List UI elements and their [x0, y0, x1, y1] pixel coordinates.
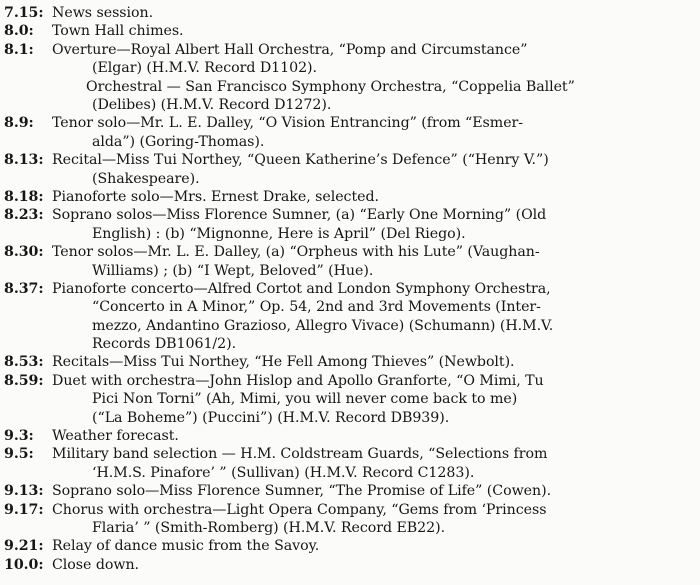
programme-line: Orchestral — San Francisco Symphony Orchestra, “Coppelia Ballet” [86, 78, 575, 95]
programme-line: Overture—Royal Albert Hall Orchestra, “Pomp and Circumstance” [52, 41, 528, 58]
programme-text [52, 482, 696, 500]
programme-entry [4, 188, 696, 206]
programme-entry [4, 372, 696, 427]
programme-time-value: 9.3 [4, 428, 29, 445]
programme-entry [4, 537, 696, 555]
programme-time: 8.18: [4, 188, 44, 205]
programme-line: Pianoforte concerto—Alfred Cortot and London Symphony Orchestra, [52, 280, 551, 297]
programme-time: 9.21: [4, 538, 44, 555]
programme-time: 8.30: [4, 244, 44, 261]
programme-line: Soprano solos—Miss Florence Sumner, (a) “Early One Morning” (Old [52, 207, 547, 224]
programme-text [52, 22, 696, 40]
programme-entry [4, 151, 696, 188]
programme-time: 8.0: [4, 23, 34, 40]
programme-text [52, 114, 696, 151]
programme-entry [4, 41, 696, 78]
programme-time: 9.3: [4, 428, 34, 445]
programme-entry [4, 114, 696, 151]
programme-line: (“La Boheme”) (Puccini”) (H.M.V. Record DB939). [92, 409, 450, 426]
programme-time-value: 8.18 [4, 188, 39, 205]
programme-line: Pici Non Torni” (Ah, Mimi, you will never come back to me) [92, 391, 518, 408]
programme-text [52, 556, 696, 574]
programme-entry [4, 353, 696, 371]
programme-line: ‘H.M.S. Pinafore’ ” (Sullivan) (H.M.V. Record C1283). [92, 464, 475, 481]
programme-text [52, 4, 696, 22]
programme-line: News session. [52, 5, 154, 21]
programme-time: 8.37: [4, 280, 44, 297]
programme-line: Recital—Miss Tui Northey, “Queen Katherine’s Defence” (“Henry V.”) [52, 152, 549, 169]
programme-line: English) : (b) “Mignonne, Here is April” (Del Riego). [92, 225, 466, 242]
programme-line: (Elgar) (H.M.V. Record D1102). [92, 60, 317, 77]
programme-entry [4, 280, 696, 354]
programme-line: Town Hall chimes. [52, 23, 184, 40]
programme-time-value: 7.15 [4, 5, 39, 21]
programme-entry [4, 501, 696, 538]
programme-entry [4, 243, 696, 280]
programme-line: Flaria’ ” (Smith-Romberg) (H.M.V. Record EB22). [92, 520, 446, 537]
programme-time: 8.59: [4, 372, 44, 389]
programme-text [52, 188, 696, 206]
programme-text [52, 353, 696, 371]
programme-line: Duet with orchestra—John Hislop and Apollo Granforte, “O Mimi, Tu [52, 372, 544, 389]
programme-text [52, 445, 696, 482]
programme-entry [4, 556, 696, 574]
programme-time-value: 9.5 [4, 446, 29, 463]
programme-text [52, 41, 696, 78]
programme-time: 8.53: [4, 354, 44, 371]
programme-line: Pianoforte solo—Mrs. Ernest Drake, selected. [52, 188, 379, 205]
programme-line: (Shakespeare). [92, 170, 200, 187]
programme-text [52, 206, 696, 243]
programme-time-value: 9.21 [4, 538, 39, 555]
programme-line: Soprano solo—Miss Florence Sumner, “The Promise of Life” (Cowen). [52, 483, 552, 500]
programme-time-value: 8.9 [4, 115, 29, 132]
programme-text [52, 280, 696, 354]
programme-text [52, 151, 696, 188]
programme-entry [4, 78, 696, 115]
programme-line: alda”) (Goring-Thomas). [92, 133, 265, 150]
programme-time-value: 8.0 [4, 23, 29, 40]
programme-time-value: 8.59 [4, 372, 39, 389]
programme-text [52, 427, 696, 445]
programme-time-value: 8.53 [4, 354, 39, 371]
programme-text [52, 537, 696, 555]
programme-line: Military band selection — H.M. Coldstream Guards, “Selections from [52, 446, 548, 463]
programme-line: Records DB1061/2). [92, 336, 237, 353]
programme-time: 8.23: [4, 207, 44, 224]
programme-time-value: 9.13 [4, 483, 39, 500]
programme-line: Williams) ; (b) “I Wept, Beloved” (Hue). [92, 262, 374, 279]
programme-line: “Concerto in A Minor,” Op. 54, 2nd and 3rd Movements (Inter- [92, 299, 541, 316]
programme-time-value: 8.37 [4, 280, 39, 297]
programme-text [52, 243, 696, 280]
programme-time: 8.13: [4, 152, 44, 169]
programme-line: Chorus with orchestra—Light Opera Company, “Gems from ‘Princess [52, 501, 547, 518]
programme-entry [4, 445, 696, 482]
programme-entry [4, 482, 696, 500]
programme-time-value: 8.30 [4, 244, 39, 261]
programme-entry [4, 206, 696, 243]
programme-text [52, 501, 696, 538]
programme-line: Weather forecast. [52, 428, 179, 445]
programme-line: (Delibes) (H.M.V. Record D1272). [92, 96, 332, 113]
programme-line: Close down. [52, 556, 139, 573]
programme-time-value: 10.0 [4, 556, 39, 573]
programme-time-value: 8.23 [4, 207, 39, 224]
programme-time-value: 8.13 [4, 152, 39, 169]
programme-time-value: 8.1 [4, 41, 29, 58]
programme-time: 10.0: [4, 556, 44, 573]
programme-time-value: 9.17 [4, 501, 39, 518]
programme-time: 9.17: [4, 501, 44, 518]
programme-time: 8.9: [4, 115, 34, 132]
programme-time: 9.5: [4, 446, 34, 463]
programme-entry [4, 22, 696, 40]
programme-line: mezzo, Andantino Grazioso, Allegro Vivace) (Schumann) (H.M.V. [92, 317, 554, 334]
programme-line: Tenor solos—Mr. L. E. Dalley, (a) “Orpheus with his Lute” (Vaughan- [52, 244, 540, 261]
programme-time: 8.1: [4, 41, 34, 58]
programme-text [52, 78, 696, 115]
programme-list [4, 4, 696, 574]
programme-line: Relay of dance music from the Savoy. [52, 538, 320, 555]
programme-line: Tenor solo—Mr. L. E. Dalley, “O Vision Entrancing” (from “Esmer- [52, 115, 524, 132]
programme-time: 7.15: [4, 5, 44, 21]
programme-text [52, 372, 696, 427]
programme-line: Recitals—Miss Tui Northey, “He Fell Among Thieves” (Newbolt). [52, 354, 515, 371]
programme-time: 9.13: [4, 483, 44, 500]
programme-entry [4, 427, 696, 445]
programme-entry [4, 4, 696, 22]
